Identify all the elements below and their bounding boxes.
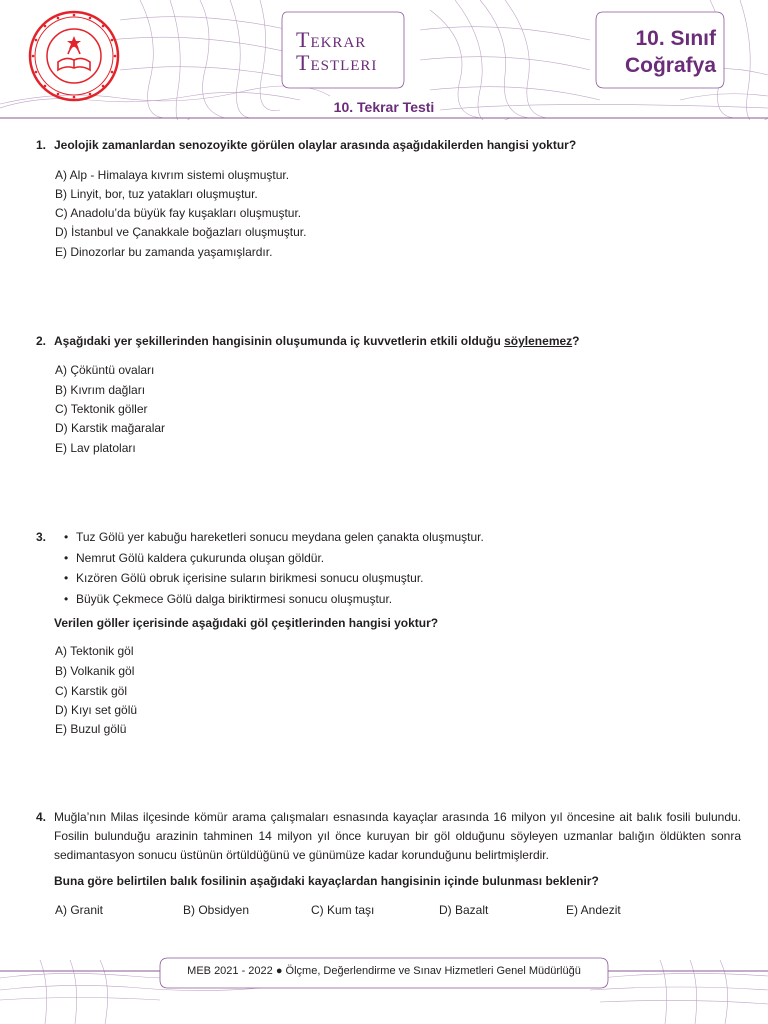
q1-option-b: B) Linyit, bor, tuz yatakları oluşmuştur. — [55, 187, 258, 201]
question-1-stem: Jeolojik zamanlardan senozoyikte görülen olaylar arasında aşağıdakilerden hangisi yoktur? — [54, 138, 577, 152]
q1-option-c: C) Anadolu’da büyük fay kuşakları oluşmuştur. — [55, 206, 302, 220]
question-1-number: 1. — [36, 138, 47, 152]
q1-option-a: A) Alp - Himalaya kıvrım sistemi oluşmuştur. — [55, 168, 290, 182]
q4-option-d: D) Bazalt — [439, 903, 489, 917]
question-3-number: 3. — [36, 530, 47, 544]
q4-option-e: E) Andezit — [566, 903, 621, 917]
question-2-stem — [54, 334, 580, 348]
q3-option-c: C) Karstik göl — [55, 684, 128, 698]
q4-option-a: A) Granit — [55, 903, 104, 917]
test-title: 10. Tekrar Testi — [333, 99, 435, 115]
q3-option-b: B) Volkanik göl — [55, 664, 135, 678]
question-2-stem-underlined: söylenemez — [504, 334, 573, 348]
q3-option-d: D) Kıyı set gölü — [55, 703, 138, 717]
q3-bullet-4: • Büyük Çekmece Gölü dalga biriktirmesi sonucu oluşmuştur. — [76, 592, 392, 606]
question-3-stem: Verilen göller içerisinde aşağıdaki göl çeşitlerinden hangisi yoktur? — [54, 616, 439, 630]
q2-option-d: D) Karstik mağaralar — [55, 421, 166, 435]
footer-decoration — [0, 940, 768, 1024]
subject-label: Coğrafya — [624, 54, 716, 77]
question-2-stem-end: ? — [572, 334, 580, 348]
q4-option-b: B) Obsidyen — [183, 903, 250, 917]
q3-option-a: A) Tektonik göl — [55, 644, 134, 658]
q3-bullet-2: • Nemrut Gölü kaldera çukurunda oluşan göldür. — [76, 551, 324, 565]
q3-option-e: E) Buzul gölü — [55, 722, 127, 736]
question-2-number: 2. — [36, 334, 47, 348]
q2-option-b: B) Kıvrım dağları — [55, 383, 146, 397]
question-4-stem: Buna göre belirtilen balık fosilinin aşağıdaki kayaçlardan hangisinin içinde bulunması beklenir? — [54, 874, 599, 888]
question-4-paragraph: Muğla’nın Milas ilçesinde kömür arama çalışmaları esnasında kayaçlar arasında 16 milyon yıl öncesine ait balık fosili bulundu. Fosilin bulunduğu arazinin tahminen 14 milyon yıl önce kuruyan bir göl olduğunu söyleyen uzmanlar balığın öldükten sonra sedimantasyon sonucu üstünün örtüldüğünü ve günümüze kadar korunduğunu belirtmişlerdir. — [54, 810, 741, 862]
q3-bullet-1: • Tuz Gölü yer kabuğu hareketleri sonucu meydana gelen çanakta oluşmuştur. — [76, 530, 484, 544]
q3-bullet-3: • Kızören Gölü obruk içerisine suların birikmesi sonucu oluşmuştur. — [76, 571, 423, 585]
footer-text: MEB 2021 - 2022 ● Ölçme, Değerlendirme ve Sınav Hizmetleri Genel Müdürlüğü — [187, 965, 581, 977]
grade-label: 10. Sınıf — [635, 27, 716, 50]
q2-option-e: E) Lav platoları — [55, 441, 136, 455]
q2-option-c: C) Tektonik göller — [55, 402, 148, 416]
brand-line-2: Testleri — [296, 50, 378, 75]
question-4-number: 4. — [36, 810, 47, 824]
q1-option-e: E) Dinozorlar bu zamanda yaşamışlardır. — [55, 245, 273, 259]
q2-option-a: A) Çöküntü ovaları — [55, 363, 155, 377]
brand-line-1: Tekrar — [296, 27, 367, 52]
q4-option-c: C) Kum taşı — [311, 903, 375, 917]
question-2-stem-start: Aşağıdaki yer şekillerinden hangisinin oluşumunda iç kuvvetlerin etkili olduğu — [54, 334, 505, 348]
meb-logo — [28, 10, 120, 102]
q1-option-d: D) İstanbul ve Çanakkale boğazları oluşmuştur. — [55, 225, 307, 239]
